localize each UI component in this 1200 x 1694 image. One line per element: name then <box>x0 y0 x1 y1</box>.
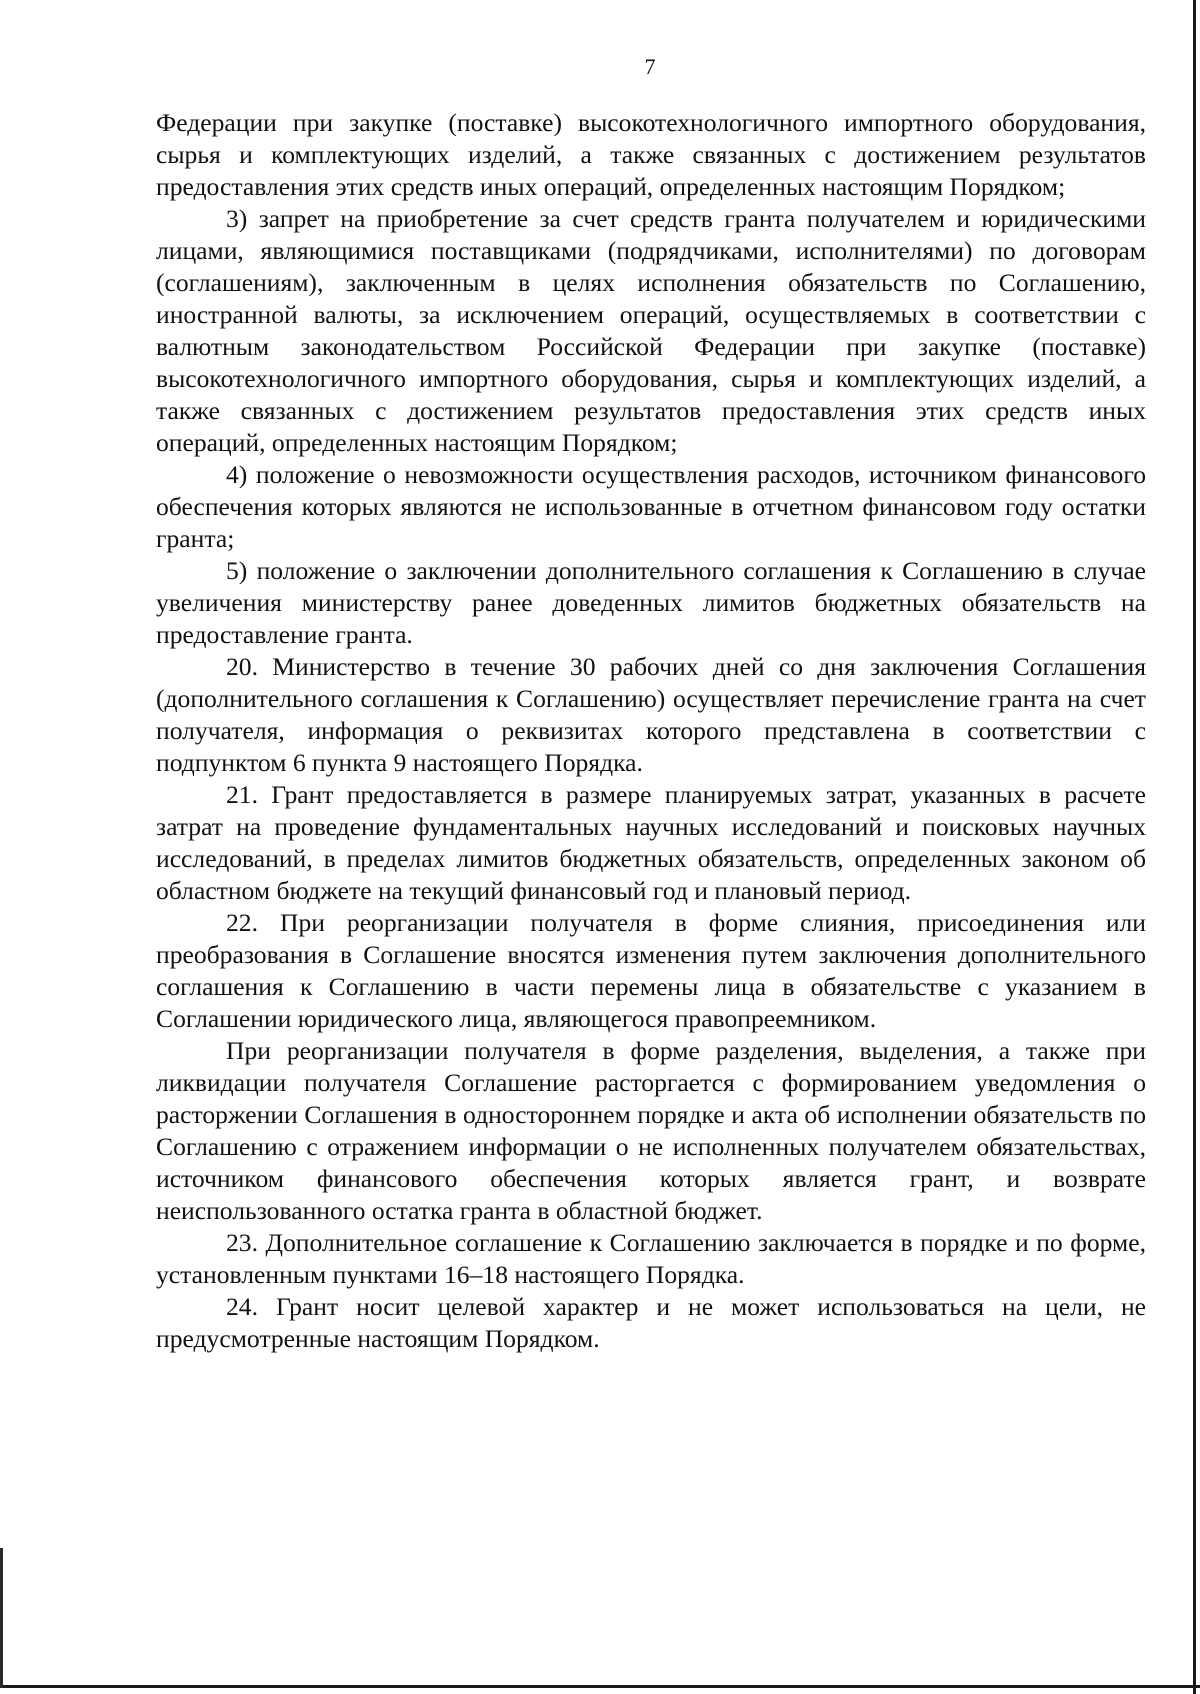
paragraph: 23. Дополнительное соглашение к Соглашению заключается в порядке и по форме, установленным пунктами 16–18 настоящего Порядка. <box>156 1228 1146 1289</box>
scan-edge-right <box>1193 0 1196 1694</box>
paragraph: Федерации при закупке (поставке) высокотехнологичного импортного оборудования, сырья и комплектующих изделий, а также связанных с достижением результатов предоставления этих средств иных операций, определенных настоящим Порядком; <box>156 108 1146 201</box>
paragraph: 21. Грант предоставляется в размере планируемых затрат, указанных в расчете затрат на проведение фундаментальных научных исследований и поисковых научных исследований, в пределах лимитов бюджетных обязательств, определенных законом об областном бюджете на текущий финансовый год и плановый период. <box>156 780 1146 905</box>
paragraph: 5) положение о заключении дополнительного соглашения к Соглашению в случае увеличения министерству ранее доведенных лимитов бюджетных обязательств на предоставление гранта. <box>156 556 1146 649</box>
document-body <box>156 107 1146 1355</box>
paragraph: При реорганизации получателя в форме разделения, выделения, а также при ликвидации получателя Соглашение расторгается с формированием уведомления о расторжении Соглашения в одностороннем порядке и акта об исполнении обязательств по Соглашению с отражением информации о не исполненных получателем обязательствах, источником финансового обеспечения которых является грант, и возврате неиспользованного остатка гранта в областной бюджет. <box>156 1036 1146 1225</box>
paragraph: 24. Грант носит целевой характер и не может использоваться на цели, не предусмотренные настоящим Порядком. <box>156 1292 1146 1353</box>
paragraph: 22. При реорганизации получателя в форме слияния, присоединения или преобразования в Соглашение вносятся изменения путем заключения дополнительного соглашения к Соглашению в части перемены лица в обязательстве с указанием в Соглашении юридического лица, являющегося правопреемником. <box>156 908 1146 1033</box>
scan-edge-left <box>0 1548 3 1688</box>
scan-edge-bottom <box>0 1685 1200 1688</box>
paragraph: 3) запрет на приобретение за счет средств гранта получателем и юридическими лицами, являющимися поставщиками (подрядчиками, исполнителями) по договорам (соглашениям), заключенным в целях исполнения обязательств по Соглашению, иностранной валюты, за исключением операций, осуществляемых в соответствии с валютным законодательством Российской Федерации при закупке (поставке) высокотехнологичного импортного оборудования, сырья и комплектующих изделий, а также связанных с достижением результатов предоставления этих средств иных операций, определенных настоящим Порядком; <box>156 204 1146 457</box>
paragraph: 4) положение о невозможности осуществления расходов, источником финансового обеспечения которых являются не использованные в отчетном финансовом году остатки гранта; <box>156 460 1146 553</box>
page-number: 7 <box>644 54 656 79</box>
paragraph: 20. Министерство в течение 30 рабочих дней со дня заключения Соглашения (дополнительного соглашения к Соглашению) осуществляет перечисление гранта на счет получателя, информация о реквизитах которого представлена в соответствии с подпунктом 6 пункта 9 настоящего Порядка. <box>156 652 1146 777</box>
